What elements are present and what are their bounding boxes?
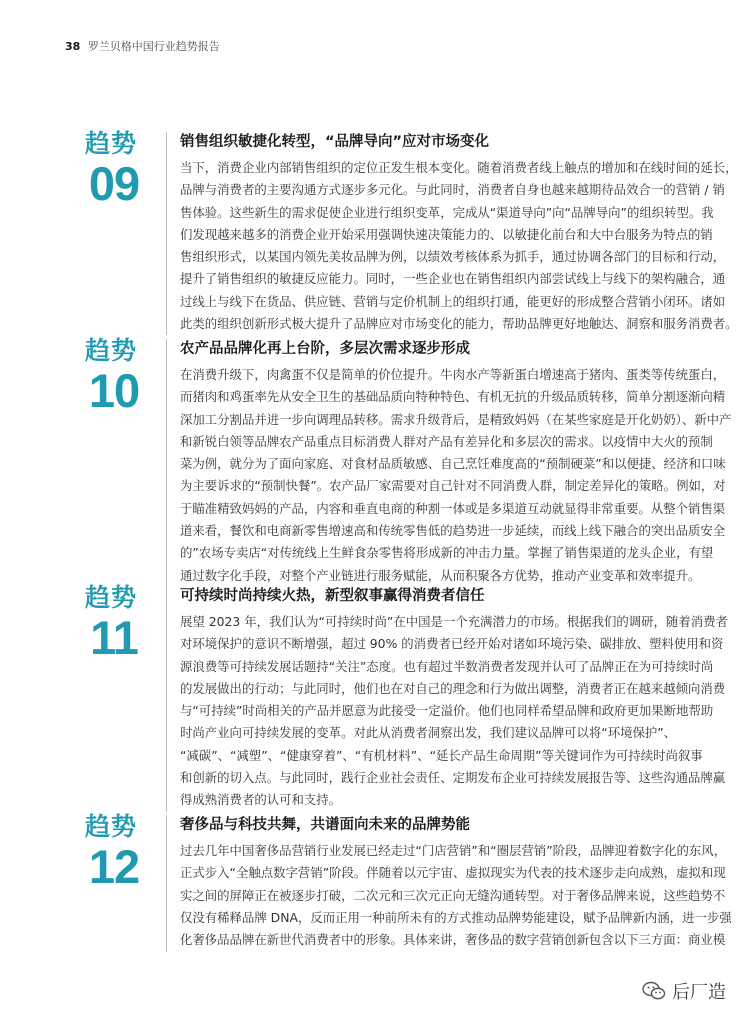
trend-body xyxy=(180,364,732,587)
body-text-line: 实之间的屏障正在被逐步打破，二次元和三次元正向无缝沟通转型。对于奢侈品牌来说，这些趋势不 xyxy=(180,887,726,903)
body-text-line: 售体验。这些新生的需求促使企业进行组织变革，完成从“渠道导向”向“品牌导向”的组织转型。我 xyxy=(180,204,714,220)
body-text-line: 得成熟消费者的认可和支持。 xyxy=(180,792,342,808)
trend-title: 农产品品牌化再上台阶，多层次需求逐步形成 xyxy=(180,341,470,357)
body-text-line: 此类的组织创新形式极大提升了品牌应对市场变化的能力，帮助品牌更好地触达、洞察和服务消费者。 xyxy=(180,316,738,332)
body-text-line: 和创新的切入点。与此同时，践行企业社会责任、定期发布企业可持续发展报告等、这些沟通品牌赢 xyxy=(180,770,726,786)
wechat-icon xyxy=(642,981,666,1001)
body-text-line: 和新锐白领等品牌农产品重点目标消费人群对产品有差异化和多层次的需求。以疫情中大火的预制 xyxy=(180,433,713,449)
body-text-line: 展望 2023 年，我们认为“可持续时尚”在中国是一个充满潜力的市场。根据我们的调研，随着消费者 xyxy=(180,614,728,629)
body-text-line: 源浪费等可持续发展话题持“关注”态度。也有超过半数消费者发现并认可了品牌正在为可持续时尚 xyxy=(180,658,714,674)
body-text-line: 的”农场专卖店“对传统线上生鲜食杂零售将形成新的冲击力量。掌握了销售渠道的龙头企业，有望 xyxy=(180,545,714,561)
body-text-line: 售组织形式，以某国内领先美妆品牌为例，以绩效考核体系为抓手，通过协调各部门的目标和行动， xyxy=(180,249,726,265)
trend-number: 12 xyxy=(88,840,140,893)
body-text-line: 时尚产业向可持续发展的变革。对此从消费者洞察出发，我们建议品牌可以将“环境保护”、 xyxy=(180,725,677,741)
body-text-line: 过去几年中国奢侈品营销行业发展已经走过“门店营销”和“圈层营销”阶段，品牌迎着数字化的东风， xyxy=(180,843,727,858)
trend-number: 11 xyxy=(90,611,138,664)
body-text-line: 与“可持续”时尚相关的产品并愿意为此接受一定溢价。他们也同样希望品牌和政府更加果断地帮助 xyxy=(180,703,714,719)
trend-body xyxy=(180,611,728,812)
trend-title: 销售组织敏捷化转型，“品牌导向”应对市场变化 xyxy=(180,134,490,150)
watermark-text: 后厂造 xyxy=(672,982,726,1003)
body-text-line: 的发展做出的行动；与此同时，他们也在对自己的理念和行为做出调整，消费者正在越来越倾向消费 xyxy=(180,680,726,696)
trend-title: 奢侈品与科技共舞，共谱面向未来的品牌势能 xyxy=(180,817,470,833)
body-text-line: 于瞄准精致妈妈的产品，内容和垂直电商的种割一体或是多渠道互动就显得非常重要。从整个销售渠 xyxy=(180,500,726,516)
trend-number: 10 xyxy=(88,364,140,417)
body-text-line: 提升了销售组织的敏捷反应能力。同时，一些企业也在销售组织内部尝试线上与线下的架构融合，通 xyxy=(180,271,726,287)
body-text-line: 们发现越来越多的消费企业开始采用强调快速决策能力的、以敏捷化前台和大中台服务为特点的销 xyxy=(180,226,713,242)
body-text-line: 为主要诉求的“预制快餐”。农产品厂家需要对自己针对不同消费人群，制定差异化的策略。例如，对 xyxy=(180,478,726,494)
body-text-line: 道来看，餐饮和电商新零售增速高和传统零售低的趋势进一步延续，而线上线下融合的突出品质安全 xyxy=(180,523,726,539)
body-text-line: 通过数字化手段，对整个产业链进行服务赋能，从而积聚各方优势，推动产业变革和效率提升。 xyxy=(180,567,701,583)
trend-number: 09 xyxy=(88,157,140,210)
page-number: 38 xyxy=(65,40,81,53)
body-text-line: 仅没有稀释品牌 DNA，反而正用一种前所未有的方式推动品牌势能建设，赋予品牌新内涵，进一步强 xyxy=(180,909,732,925)
section-divider-line xyxy=(166,339,167,587)
trend-label: 趋势 xyxy=(84,336,137,365)
section-divider-line xyxy=(166,815,167,952)
trend-label: 趋势 xyxy=(84,812,137,841)
watermark xyxy=(642,978,726,1004)
body-text-line: 对环境保护的意识不断增强，超过 90% 的消费者已经开始对诸如环境污染、碳排放、塑料使用和资 xyxy=(180,636,724,652)
body-text-line: 品牌与消费者的主要沟通方式逐步多元化。与此同时，消费者自身也越来越期待品效合一的营销 / 销 xyxy=(180,182,725,198)
section-divider-line xyxy=(166,586,167,812)
trend-title: 可持续时尚持续火热，新型叙事赢得消费者信任 xyxy=(180,588,485,604)
body-text-line: 当下，消费企业内部销售组织的定位正发生根本变化。随着消费者线上触点的增加和在线时间的延长， xyxy=(180,160,738,175)
body-text-line: 而猪肉和鸡蛋率先从安全卫生的基础品质向特种特色、有机无抗的升级品质转移，简单分割逐渐向精 xyxy=(180,389,726,405)
trend-body xyxy=(180,840,732,951)
section-divider-line xyxy=(166,132,167,335)
body-text-line: 深加工分割品并进一步向调理品转移。需求升级背后，是精致妈妈（在某些家庭是开化奶奶）、新中产 xyxy=(180,411,732,427)
body-text-line: 在消费升级下，肉禽蛋不仅是简单的价位提升。牛肉水产等新蛋白增速高于猪肉、蛋类等传统蛋白， xyxy=(180,367,726,382)
trend-label: 趋势 xyxy=(84,129,137,158)
page-header xyxy=(65,38,220,54)
report-title: 罗兰贝格中国行业趋势报告 xyxy=(87,40,220,53)
trend-body xyxy=(180,157,738,335)
body-text-line: 化奢侈品品牌在新世代消费者中的形象。具体来讲，奢侈品的数字营销创新包含以下三方面：商业模 xyxy=(180,932,726,948)
trend-label: 趋势 xyxy=(84,583,137,612)
body-text-line: 过线上与线下在货品、供应链、营销与定价机制上的组织打通，能更好的形成整合营销小闭环。诸如 xyxy=(180,293,726,309)
body-text-line: 菜为例，就分为了面向家庭、对食材品质敏感、自己烹饪难度高的“预制硬菜”和以便捷、经济和口味 xyxy=(180,456,726,472)
body-text-line: 正式步入“全触点数字营销”阶段。伴随着以元宇宙、虚拟现实为代表的技术逐步走向成熟，虚拟和现 xyxy=(180,865,726,881)
body-text-line: “减碳”、“减塑”、“健康穿着”、“有机材料”、“延长产品生命周期”等关键词作为可持续时尚叙事 xyxy=(180,747,703,763)
